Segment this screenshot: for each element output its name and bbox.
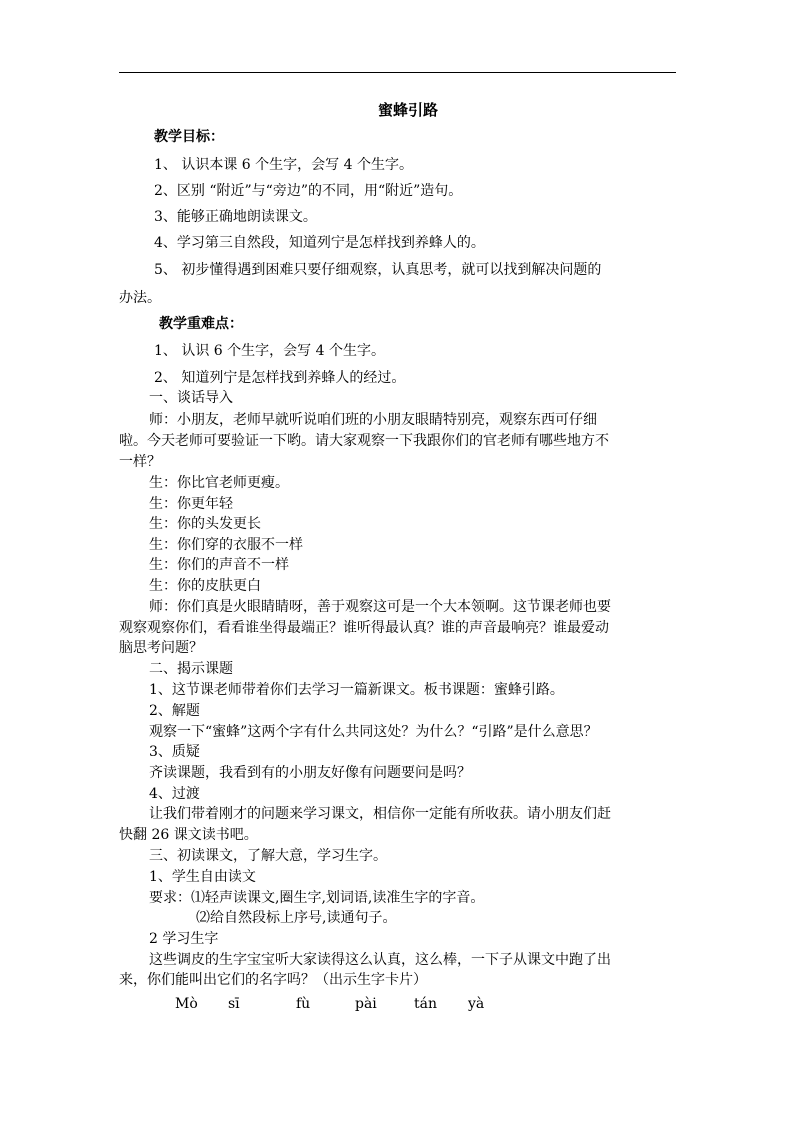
body-line-17: 3、质疑 (149, 744, 200, 760)
body-line-11: 观察观察你们，看看谁坐得最端正？谁听得最认真？谁的声音最响亮？谁最爱动 (119, 620, 609, 636)
objective-1: 1、 认识本课 6 个生字，会写 4 个生字。 (154, 157, 413, 173)
body-line-19: 4、过渡 (149, 786, 200, 802)
body-line-21: 快翻 26 课文读书吧。 (119, 827, 258, 843)
body-line-26: 2 学习生字 (149, 931, 219, 947)
body-line-3: 一样？ (119, 454, 161, 470)
body-line-28: 来，你们能叫出它们的名字吗？（出示生字卡片） (119, 972, 427, 988)
pinyin-tan: tán (414, 996, 437, 1012)
objective-5: 5、 初步懂得遇到困难只要仔细观察，认真思考，就可以找到解决问题的 (154, 262, 602, 278)
body-line-1: 师：小朋友，老师早就听说咱们班的小朋友眼睛特别亮，观察东西可仔细 (149, 412, 597, 428)
body-line-22: 三、初读课文，了解大意，学习生字。 (149, 848, 387, 864)
body-line-18: 齐读课题，我看到有的小朋友好像有问题要问是吗？ (149, 765, 471, 781)
pinyin-si: sī (228, 996, 240, 1012)
body-line-9: 生：你的皮肤更白 (149, 578, 261, 594)
body-line-4: 生：你比官老师更瘦。 (149, 475, 289, 491)
body-line-25: ⑵给自然段标上序号,读通句子。 (196, 910, 397, 926)
body-line-16: 观察一下“蜜蜂”这两个字有什么共同这处？为什么？“引路”是什么意思？ (149, 724, 598, 740)
key-point-1: 1、 认识 6 个生字，会写 4 个生字。 (154, 343, 385, 359)
body-line-14: 1、这节课老师带着你们去学习一篇新课文。板书课题：蜜蜂引路。 (149, 682, 564, 698)
body-line-6: 生：你的头发更长 (149, 516, 261, 532)
body-line-12: 脑思考问题？ (119, 640, 203, 656)
key-point-2: 2、 知道列宁是怎样找到养蜂人的经过。 (154, 370, 406, 386)
objectives-heading: 教学目标： (154, 129, 224, 145)
body-line-10: 师：你们真是火眼睛睛呀，善于观察这可是一个大本领啊。这节课老师也要 (149, 599, 611, 615)
body-line-13: 二、揭示课题 (149, 661, 233, 677)
key-points-heading: 教学重难点： (159, 316, 243, 332)
body-line-24: 要求：⑴轻声读课文,圈生字,划词语,读准生字的字音。 (149, 890, 485, 906)
body-line-15: 2、解题 (149, 703, 200, 719)
objective-4: 4、学习第三自然段，知道列宁是怎样找到养蜂人的。 (154, 235, 485, 251)
body-line-2: 啦。今天老师可要验证一下哟。请大家观察一下我跟你们的官老师有哪些地方不 (119, 433, 609, 449)
objective-2: 2、区别 “附近”与“旁边”的不同，用“附近”造句。 (154, 183, 463, 199)
body-line-23: 1、学生自由读文 (149, 869, 256, 885)
body-line-20: 让我们带着刚才的问题来学习课文，相信你一定能有所收获。请小朋友们赶 (149, 806, 611, 822)
pinyin-fu: fù (296, 996, 311, 1012)
body-line-0: 一、谈话导入 (149, 390, 233, 406)
body-line-7: 生：你们穿的衣服不一样 (149, 537, 303, 553)
body-line-5: 生：你更年轻 (149, 496, 233, 512)
objective-3: 3、能够正确地朗读课文。 (154, 209, 317, 225)
pinyin-pai: pài (355, 996, 377, 1012)
header-rule (119, 72, 676, 73)
body-line-8: 生：你们的声音不一样 (149, 557, 289, 573)
pinyin-row (0, 996, 794, 1014)
objective-5-cont: 办法。 (119, 290, 161, 306)
pinyin-ya: yà (468, 996, 485, 1012)
pinyin-mo: Mò (175, 996, 198, 1012)
body-line-27: 这些调皮的生字宝宝听大家读得这么认真，这么棒，一下子从课文中跑了出 (149, 952, 611, 968)
page-title: 蜜蜂引路 (378, 101, 439, 119)
